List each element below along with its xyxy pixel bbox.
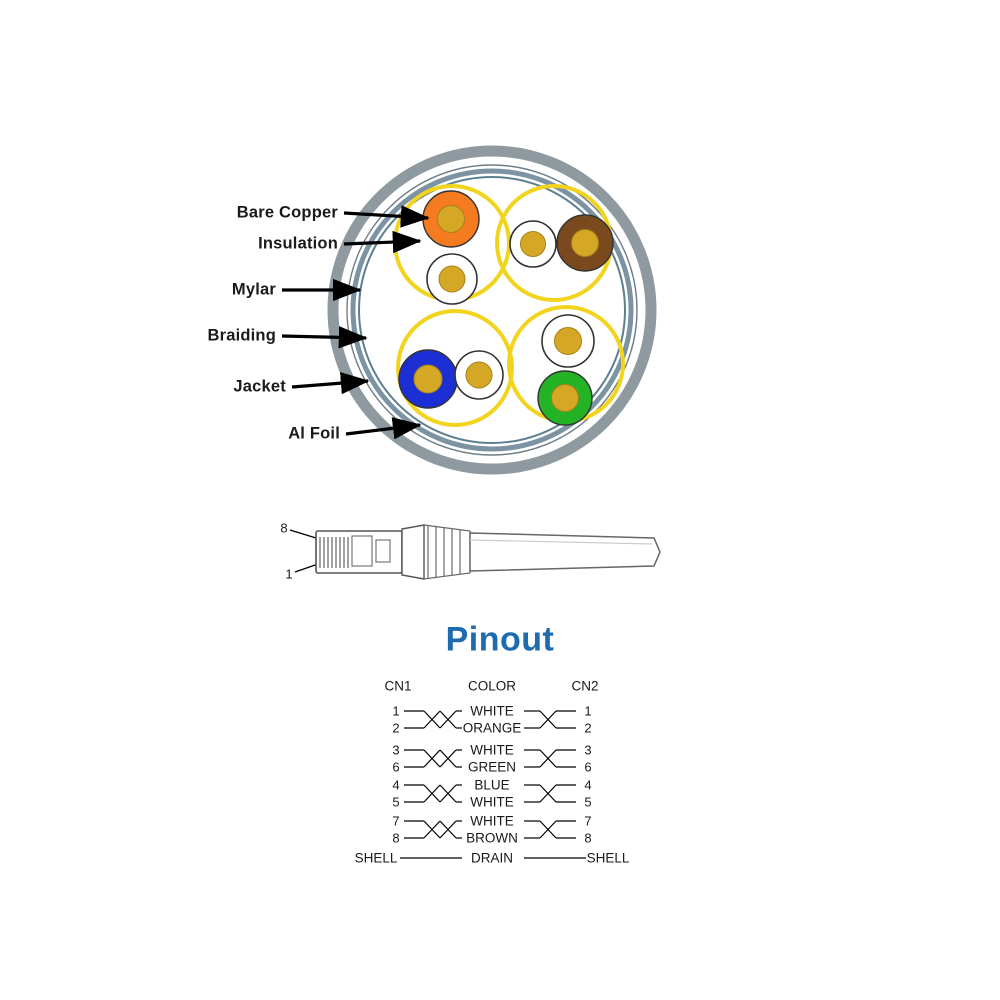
pinout-drain: DRAIN xyxy=(470,850,514,866)
pinout-cn1-pin: 4 xyxy=(392,777,400,793)
conductor-brown xyxy=(557,215,613,271)
conductor-white-orange xyxy=(427,254,477,304)
pinout-cn1-pin: 8 xyxy=(392,830,400,846)
pinout-header-color: COLOR xyxy=(467,678,517,694)
conductor-white-blue xyxy=(455,351,503,399)
conductor-white-green xyxy=(542,315,594,367)
pinout-color: BLUE xyxy=(474,777,510,793)
connector-boot xyxy=(402,525,424,579)
pinout-cn1-pin: 5 xyxy=(392,794,400,810)
conductor-orange xyxy=(423,191,479,247)
connector-pin1-label: 1 xyxy=(285,566,293,582)
pinout-header-cn1: CN1 xyxy=(384,678,412,694)
conductor-white-brown xyxy=(510,221,556,267)
connector-latch-slot xyxy=(376,540,390,562)
pinout-cn1-pin: 7 xyxy=(392,813,400,829)
pinout-color: ORANGE xyxy=(462,720,522,736)
pin1-leader xyxy=(295,564,318,572)
callout-label-insulation: Insulation xyxy=(258,234,338,253)
cable-body xyxy=(470,533,660,571)
pinout-wiring xyxy=(400,711,586,858)
callout-label-bare-copper: Bare Copper xyxy=(236,203,338,222)
connector-pin8-label: 8 xyxy=(280,520,288,536)
pinout-cn1-shell: SHELL xyxy=(354,850,398,866)
pinout-cn2-pin: 2 xyxy=(584,720,592,736)
pinout-color: WHITE xyxy=(470,742,514,758)
callout-label-jacket: Jacket xyxy=(233,377,286,396)
pinout-title: Pinout xyxy=(445,620,555,659)
arrow-braiding xyxy=(282,336,366,338)
conductor-blue xyxy=(399,350,457,408)
pinout-cn2-shell: SHELL xyxy=(586,850,630,866)
boot-ribs xyxy=(428,526,460,578)
pinout-cn2-pin: 8 xyxy=(584,830,592,846)
pinout-cn2-pin: 4 xyxy=(584,777,592,793)
connector-window xyxy=(352,536,372,566)
pin8-leader xyxy=(290,530,316,538)
pinout-color: BROWN xyxy=(466,830,518,846)
callout-label-mylar: Mylar xyxy=(231,280,276,299)
conductor-green xyxy=(538,371,592,425)
boot-outline xyxy=(424,525,470,579)
pinout-color: WHITE xyxy=(470,794,514,810)
pinout-color: GREEN xyxy=(467,759,517,775)
pinout-header-cn2: CN2 xyxy=(571,678,599,694)
pinout-cn2-pin: 1 xyxy=(584,703,592,719)
rj45-connector-illustration xyxy=(290,525,660,579)
pinout-cn2-pin: 5 xyxy=(584,794,592,810)
pinout-color: WHITE xyxy=(470,703,514,719)
pinout-cn2-pin: 3 xyxy=(584,742,592,758)
pinout-cn1-pin: 6 xyxy=(392,759,400,775)
pinout-cn1-pin: 1 xyxy=(392,703,400,719)
pinout-cn1-pin: 2 xyxy=(392,720,400,736)
pinout-color: WHITE xyxy=(470,813,514,829)
cable-cross-section xyxy=(333,151,651,469)
pinout-cn2-pin: 6 xyxy=(584,759,592,775)
callout-label-al-foil: Al Foil xyxy=(288,424,340,443)
pinout-cn1-pin: 3 xyxy=(392,742,400,758)
pinout-cn2-pin: 7 xyxy=(584,813,592,829)
callout-label-braiding: Braiding xyxy=(207,326,276,345)
